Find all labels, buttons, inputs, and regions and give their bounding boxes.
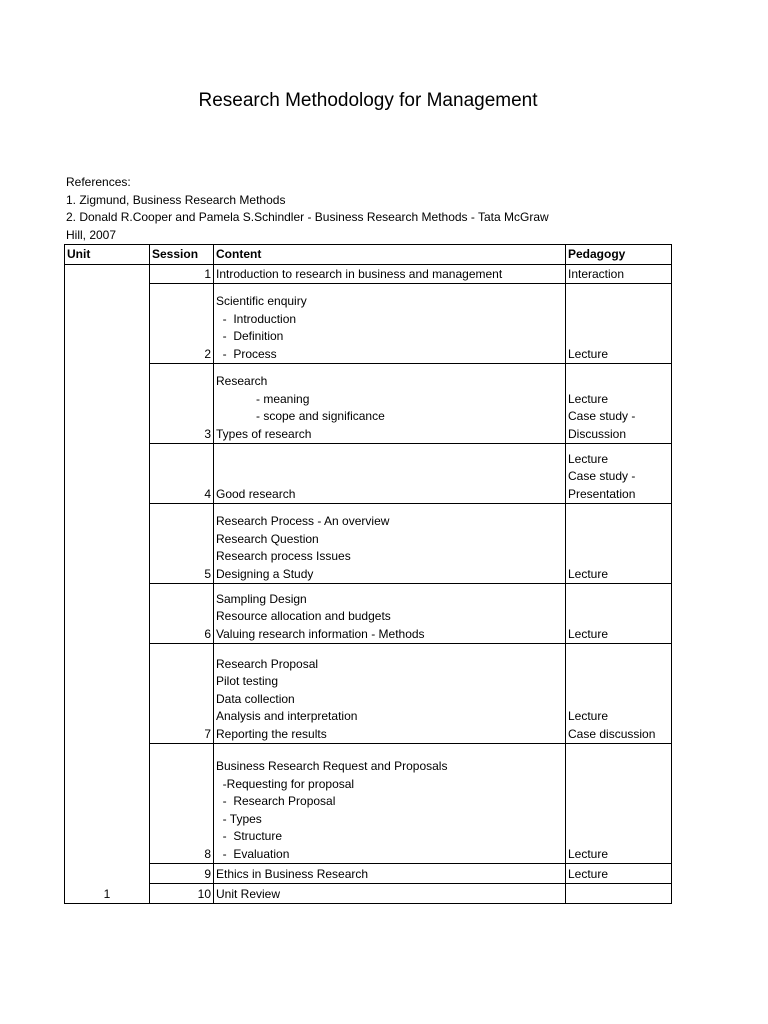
pedagogy-line: Interaction <box>568 266 625 281</box>
session-pedagogy <box>566 584 672 644</box>
session-content <box>214 864 566 884</box>
reference-item: 2. Donald R.Cooper and Pamela S.Schindler - Business Research Methods - Tata McGraw <box>66 210 549 224</box>
content-line: Types of research <box>216 426 312 441</box>
session-number: 2 <box>150 284 214 364</box>
pedagogy-line: Case study - <box>568 409 636 423</box>
session-pedagogy <box>566 864 672 884</box>
content-line: - Research Proposal <box>216 794 336 808</box>
content-line: Data collection <box>216 691 295 706</box>
header-pedagogy: Pedagogy <box>566 245 672 265</box>
table-row <box>65 864 672 884</box>
content-line <box>216 451 563 469</box>
pedagogy-line: Lecture <box>568 451 609 466</box>
content-line: - Process <box>216 346 277 361</box>
content-line: Designing a Study <box>216 566 314 581</box>
session-pedagogy <box>566 644 672 744</box>
content-line: Research process Issues <box>216 549 351 563</box>
session-number: 5 <box>150 504 214 584</box>
pedagogy-line <box>568 886 669 904</box>
content-line: Valuing research information - Methods <box>216 626 425 641</box>
session-number: 7 <box>150 644 214 744</box>
pedagogy-line: Lecture <box>568 846 609 861</box>
session-number: 10 <box>150 884 214 904</box>
session-number: 8 <box>150 744 214 864</box>
session-content <box>214 364 566 444</box>
content-line <box>216 468 563 486</box>
pedagogy-line: Lecture <box>568 346 609 361</box>
pedagogy-line: Case discussion <box>568 726 656 741</box>
pedagogy-line: Discussion <box>568 426 627 441</box>
header-unit: Unit <box>65 245 150 265</box>
session-content <box>214 284 566 364</box>
session-content <box>214 644 566 744</box>
content-line: Resource allocation and budgets <box>216 609 391 623</box>
header-session: Session <box>150 245 214 265</box>
pedagogy-line: Case study - <box>568 469 636 483</box>
session-pedagogy <box>566 504 672 584</box>
table-header-row <box>65 245 672 265</box>
reference-item: Hill, 2007 <box>66 227 117 242</box>
content-line: - Evaluation <box>216 846 290 861</box>
table-row <box>65 265 672 284</box>
content-line: Scientific enquiry <box>216 294 307 308</box>
session-content <box>214 744 566 864</box>
session-pedagogy <box>566 284 672 364</box>
content-line: Pilot testing <box>216 674 279 688</box>
syllabus-table <box>64 244 672 904</box>
session-number: 1 <box>150 265 214 284</box>
session-content <box>214 265 566 284</box>
content-line: Good research <box>216 486 296 501</box>
content-line: Research <box>216 374 268 388</box>
session-pedagogy <box>566 744 672 864</box>
content-line: Unit Review <box>216 886 281 901</box>
table-row <box>65 584 672 644</box>
session-content <box>214 504 566 584</box>
content-line: - meaning <box>216 391 310 406</box>
content-line: - Definition <box>216 329 284 343</box>
session-pedagogy <box>566 364 672 444</box>
table-row <box>65 284 672 364</box>
session-pedagogy <box>566 884 672 904</box>
content-line: -Requesting for proposal <box>216 776 355 791</box>
pedagogy-line: Presentation <box>568 486 636 501</box>
content-line: Reporting the results <box>216 726 327 741</box>
table-row <box>65 504 672 584</box>
table-row <box>65 444 672 504</box>
session-content <box>214 584 566 644</box>
session-content <box>214 884 566 904</box>
content-line: Introduction to research in business and management <box>216 266 503 281</box>
session-pedagogy <box>566 444 672 504</box>
content-line: - Introduction <box>216 311 297 326</box>
table-row <box>65 744 672 864</box>
content-line: - scope and significance <box>216 409 385 423</box>
content-line: Business Research Request and Proposals <box>216 759 448 773</box>
session-number: 6 <box>150 584 214 644</box>
references <box>66 174 626 244</box>
pedagogy-line: Lecture <box>568 709 609 723</box>
content-line: - Types <box>216 811 262 826</box>
pedagogy-line: Lecture <box>568 866 609 881</box>
content-line: Ethics in Business Research <box>216 866 369 881</box>
references-heading: References: <box>66 175 131 189</box>
session-pedagogy <box>566 265 672 284</box>
content-line: Analysis and interpretation <box>216 709 358 723</box>
session-number: 3 <box>150 364 214 444</box>
pedagogy-line: Lecture <box>568 391 609 406</box>
pedagogy-line: Lecture <box>568 566 609 581</box>
content-line: Sampling Design <box>216 591 307 606</box>
content-line: Research Question <box>216 531 319 546</box>
session-number: 4 <box>150 444 214 504</box>
unit-cell: 1 <box>65 265 150 904</box>
session-content <box>214 444 566 504</box>
session-number: 9 <box>150 864 214 884</box>
header-content: Content <box>214 245 566 265</box>
table-row <box>65 364 672 444</box>
document-title: Research Methodology for Management <box>198 90 538 111</box>
table-row <box>65 644 672 744</box>
table-row <box>65 884 672 904</box>
reference-item: 1. Zigmund, Business Research Methods <box>66 192 286 207</box>
content-line: Research Process - An overview <box>216 514 390 528</box>
pedagogy-line: Lecture <box>568 626 609 641</box>
content-line: - Structure <box>216 829 283 843</box>
content-line: Research Proposal <box>216 656 319 671</box>
